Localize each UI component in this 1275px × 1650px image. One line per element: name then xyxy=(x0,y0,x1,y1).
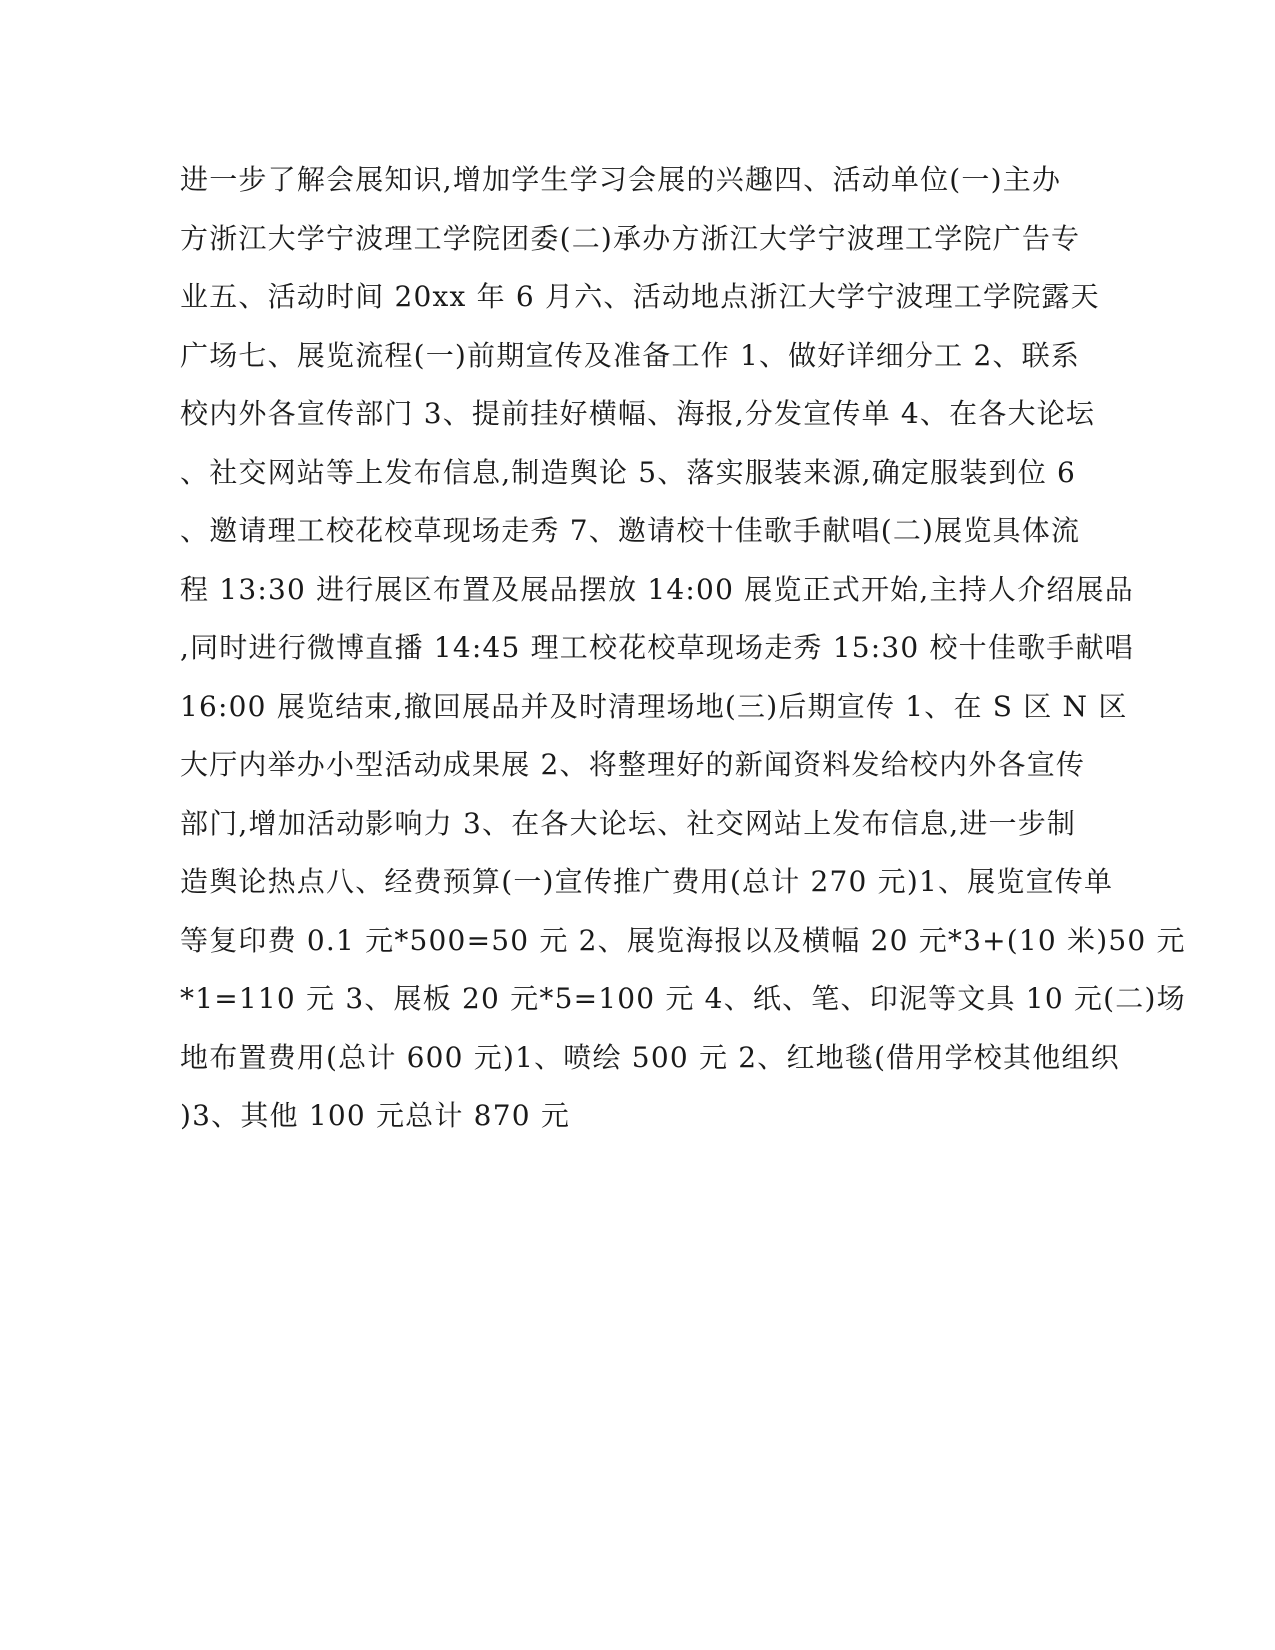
text-line: 、社交网站等上发布信息,制造舆论 5、落实服装来源,确定服装到位 6 xyxy=(180,455,1077,489)
text-line: 造舆论热点八、经费预算(一)宣传推广费用(总计 270 元)1、展览宣传单 xyxy=(180,865,1114,898)
text-line: *1=110 元 3、展板 20 元*5=100 元 4、纸、笔、印泥等文具 10 元(二)场 xyxy=(180,982,1186,1015)
body-paragraph xyxy=(180,157,1186,1152)
text-line: 方浙江大学宁波理工学院团委(二)承办方浙江大学宁波理工学院广告专 xyxy=(180,221,1081,255)
text-line: 16:00 展览结束,撤回展品并及时清理场地(三)后期宣传 1、在 S 区 N 区 xyxy=(180,689,1128,723)
text-line: 广场七、展览流程(一)前期宣传及准备工作 1、做好详细分工 2、联系 xyxy=(180,338,1081,372)
text-line: 校内外各宣传部门 3、提前挂好横幅、海报,分发宣传单 4、在各大论坛 xyxy=(180,397,1096,430)
text-line: 程 13:30 进行展区布置及展品摆放 14:00 展览正式开始,主持人介绍展品 xyxy=(180,572,1134,606)
text-line: )3、其他 100 元总计 870 元 xyxy=(180,1099,571,1132)
text-line: 业五、活动时间 20xx 年 6 月六、活动地点浙江大学宁波理工学院露天 xyxy=(180,280,1100,313)
text-line: 部门,增加活动影响力 3、在各大论坛、社交网站上发布信息,进一步制 xyxy=(180,806,1077,840)
text-line: 大厅内举办小型活动成果展 2、将整理好的新闻资料发给校内外各宣传 xyxy=(180,748,1086,781)
text-line: 等复印费 0.1 元*500=50 元 2、展览海报以及横幅 20 元*3+(10 米)50 元 xyxy=(180,923,1186,957)
text-line: 进一步了解会展知识,增加学生学习会展的兴趣四、活动单位(一)主办 xyxy=(180,163,1062,196)
text-line: 、邀请理工校花校草现场走秀 7、邀请校十佳歌手献唱(二)展览具体流 xyxy=(180,514,1081,547)
text-line: 地布置费用(总计 600 元)1、喷绘 500 元 2、红地毯(借用学校其他组织 xyxy=(180,1040,1120,1074)
text-line: ,同时进行微博直播 14:45 理工校花校草现场走秀 15:30 校十佳歌手献唱 xyxy=(180,631,1134,664)
